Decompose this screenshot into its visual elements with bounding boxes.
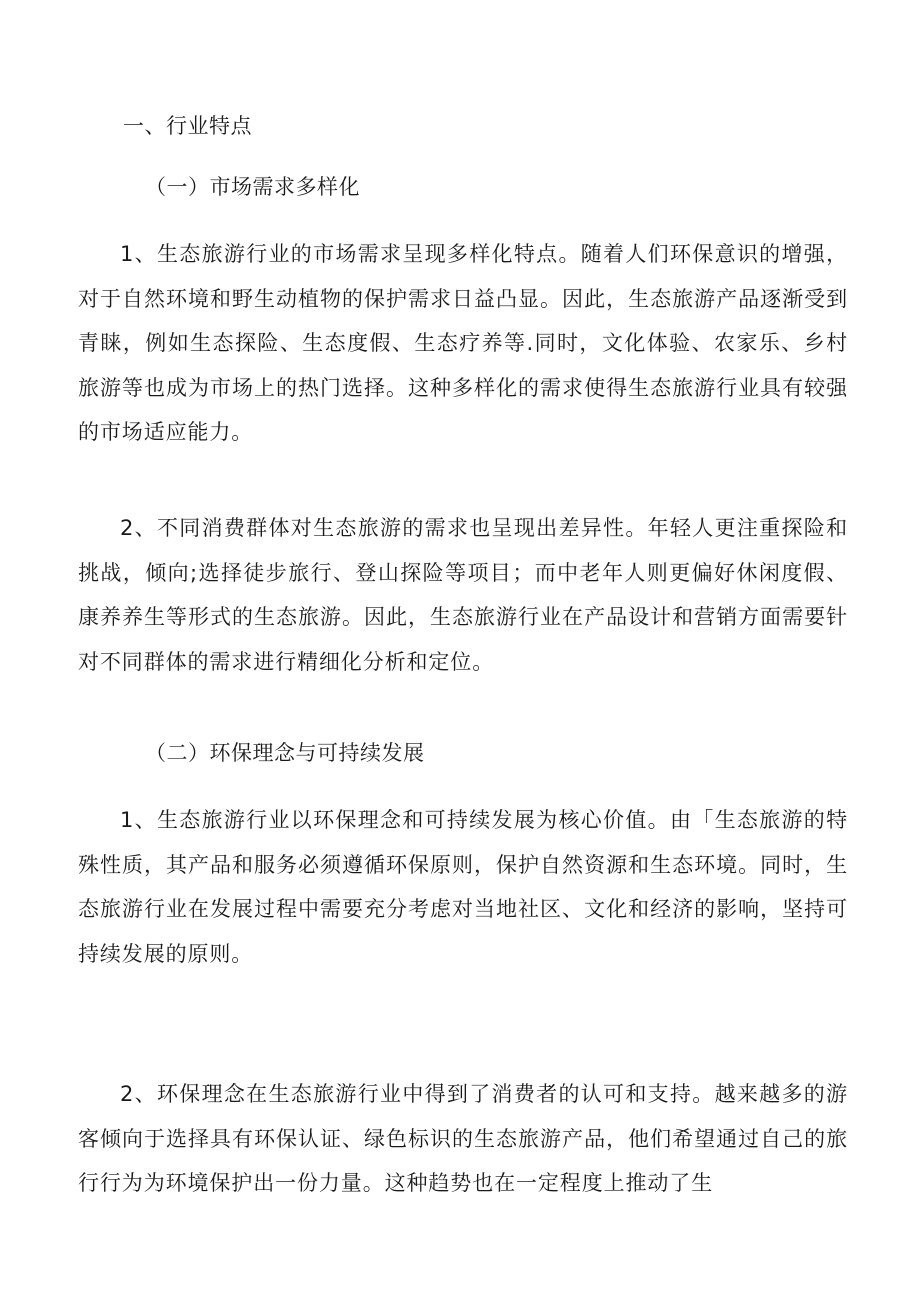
paragraph-sustainability-2: 2、环保理念在生态旅游行业中得到了消费者的认可和支持。越来越多的游客倾向于选择具有环保认证、绿色标识的生态旅游产品，他们希望通过自己的旅行行为为环境保护出一份力量。这种趋势也在一定程度上推动了生 xyxy=(78,1082,848,1195)
section-heading: 一、行业特点 xyxy=(123,114,252,138)
subsection-heading-market-demand: （一）市场需求多样化 xyxy=(145,175,360,199)
paragraph-sustainability-1: 1、生态旅游行业以环保理念和可持续发展为核心价值。由「生态旅游的特殊性质，其产品和服务必须遵循环保原则，保护自然资源和生态环境。同时，生态旅游行业在发展过程中需要充分考虑对当地社区、文化和经济的影响，坚持可持续发展的原则。 xyxy=(78,808,848,966)
paragraph-market-1: 1、生态旅游行业的市场需求呈现多样化特点。随着人们环保意识的增强，对于自然环境和野生动植物的保护需求日益凸显。因此，生态旅游产品逐渐受到青睐，例如生态探险、生态度假、生态疗养等.同时，文化体验、农家乐、乡村旅游等也成为市场上的热门选择。这种多样化的需求使得生态旅游行业具有较强的市场适应能力。 xyxy=(78,242,848,444)
subsection-heading-sustainability: （二）环保理念与可持续发展 xyxy=(145,741,425,765)
paragraph-market-2: 2、不同消费群体对生态旅游的需求也呈现出差异性。年轻人更注重探险和挑战，倾向;选择徒步旅行、登山探险等项目；而中老年人则更偏好休闲度假、康养养生等形式的生态旅游。因此，生态旅游行业在产品设计和营销方面需要针对不同群体的需求进行精细化分析和定位。 xyxy=(78,516,848,674)
